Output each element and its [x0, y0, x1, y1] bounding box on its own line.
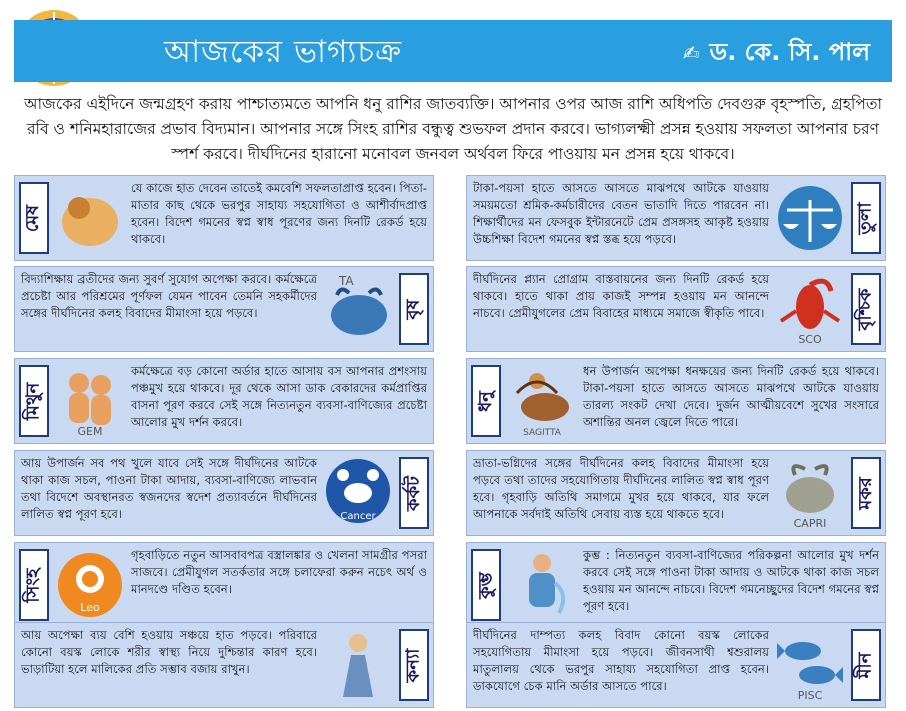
sign-name-tab	[399, 273, 429, 345]
svg-text:Cancer: Cancer	[340, 511, 376, 522]
sign-text: গৃহবাড়িতে নতুন আসবাবপত্র বস্ত্রালঙ্কার ও খেলনা সামগ্রীর পসরা সাজবে। প্রেমীযুগল সতর্কতার সঙ্গে চলাফেরা করুন নচেৎ অর্থ ও মানদণ্ডে দণ্ডিত হবেন।	[131, 548, 427, 596]
svg-text:PISC: PISC	[797, 689, 823, 702]
sign-card-brischik	[466, 266, 886, 352]
sign-text: কুম্ভ : নিত্যনতুন ব্যবসা-বাণিজ্যের পরিকল্পনা আলোর মুখ দর্শন করবে সেই সঙ্গে পাওনা টাকা আদায় ও আটকে থাকা কাজ সচল হওয়ায় মন আনন্দে নাচবে। বিদেশ গমনেচ্ছুদের বিদেশ গমনের স্বপ্ন পূরণ হবে।	[583, 548, 879, 613]
sign-name-tab	[19, 365, 49, 437]
sign-name: তুলা	[854, 201, 876, 235]
sign-name: মিথুন	[22, 382, 44, 420]
bull-icon	[323, 271, 393, 347]
sign-name-tab	[851, 273, 881, 345]
sign-name-tab	[399, 457, 429, 529]
sign-card-kumbha	[466, 542, 886, 628]
sign-text: ধন উপার্জন অপেক্ষা ধনক্ষয়ের জন্য দিনটি রেকর্ড হয়ে থাকবে। টাকা-পয়সা হাতে আসতে আসতে মাঝপথে আটকে যাওয়ায় তারল্য সংকট দেখা দেবে। দুর্জন আত্মীয়বেশে সুখের সংসারে অশান্তির অনল জ্বেলে দিতে পারে।	[583, 364, 879, 429]
water-bearer-icon	[507, 547, 577, 623]
sign-text: টাকা-পয়সা হাতে আসতে আসতে মাঝপথে আটকে যাওয়ায় সময়মতো শ্রমিক-কর্মচারীদের বেতন ভাতাদি দিতে পারবেন না। শিক্ষার্থীদের মন ফেসবুক ইন্টারনেটে প্রেম প্রসঙ্গসহ আকৃষ্ট হওয়ায় উচ্চশিক্ষা বিদেশ গমনের স্বপ্ন স্তব্ধ হয়ে পড়বে।	[473, 181, 769, 246]
sign-text: আয় অপেক্ষা ব্যয় বেশি হওয়ায় সঞ্চয়ে হাত পড়বে। পরিবারে কোনো বয়স্ক লোকে শরীর স্বাস্থ্য নিয়ে দুশ্চিন্তার কারণ হবে। ভাড়াটিয়া হলে মালিকের প্রতি সম্ভাব বজায় রাখুন।	[21, 628, 317, 676]
goat-icon	[775, 455, 845, 531]
intro-paragraph: আজকের এইদিনে জন্মগ্রহণ করায় পাশ্চাত্যমতে আপনি ধনু রাশির জাতব্যক্তি। আপনার ওপর আজ রাশি অধিপতি দেবগুরু বৃহস্পতি, গ্রহপিতা রবি ও শনিমহারাজের প্রভাব বিদ্যমান। আপনার সঙ্গে সিংহ রাশির বন্ধুত্ব শুভফল প্রদান করবে। ভাগ্যলক্ষ্মী প্রসন্ন হওয়ায় সফলতা আপনার চরণ স্পর্শ করবে। দীর্ঘদিনের হারানো মনোবল জনবল অর্থবল ফিরে পাওয়ায় মন প্রসন্ন হয়ে থাকবে।	[23, 95, 883, 163]
svg-text:SAGITTA: SAGITTA	[523, 428, 561, 438]
maiden-icon	[323, 627, 393, 703]
sign-name: কর্কট	[402, 475, 424, 511]
sign-name-tab	[471, 365, 501, 437]
sign-name: মেষ	[22, 204, 44, 232]
author-label: ড. কে. সি. পাল	[709, 38, 870, 66]
svg-text:SCO: SCO	[798, 333, 822, 346]
scorpion-icon	[775, 271, 845, 347]
sign-name: সিংহ	[22, 567, 44, 603]
sign-name-tab	[399, 629, 429, 701]
sign-text: ভ্রাতা-ভগ্নিদের সঙ্গের দীর্ঘদিনের কলহ বিবাদের মীমাংসা হয়ে পড়বে তথা তাদের সহযোগিতায় দীর্ঘদিনের লালিত স্বপ্ন স্বাধ পূরণ হবে। গৃহবাড়ি অতিথি সমাগমে মুখর হয়ে থাকবে, যার ফলে আপনাকে সর্বদাই অতিথি সেবায় ব্যস্ত হয়ে থাকতে হবে।	[473, 456, 769, 521]
sign-name: মীন	[854, 652, 876, 678]
sign-card-brish	[14, 266, 434, 352]
sign-name: বৃশ্চিক	[854, 287, 876, 331]
header-banner	[14, 20, 892, 82]
sign-name-tab	[19, 549, 49, 621]
svg-text:GEM: GEM	[77, 425, 103, 438]
sign-text: আয় উপার্জন সব পথ খুলে যাবে সেই সঙ্গে দীর্ঘদিনের আটকে থাকা কাজ সচল, পাওনা টাকা আদায়, ব্যবসা-বাণিজ্যে লাভবান তথা বিদেশে অবস্থানরত স্বজনদের স্বদেশ প্রত্যাবর্তনে দীর্ঘদিনের লালিত স্বপ্ন পূরণ হবে।	[21, 456, 317, 521]
sign-card-dhanu	[466, 358, 886, 444]
sign-card-kanya	[14, 622, 434, 708]
fish-icon	[775, 627, 845, 703]
sign-text: যে কাজে হাত দেবেন তাতেই কমবেশি সফলতাপ্রাপ্ত হবেন। পিতা-মাতার কাছ থেকে ভরপুর সাহায্য সহযোগিতা ও আশীর্বাদপ্রাপ্ত হবেন। বিদেশ গমনের স্বপ্ন স্বাধ পূরণের জন্য দিনটি রেকর্ড হয়ে থাকবে।	[131, 181, 427, 246]
sign-card-mithun	[14, 358, 434, 444]
sign-name-tab	[851, 457, 881, 529]
sign-card-karkat	[14, 450, 434, 536]
svg-text:CAPRI: CAPRI	[793, 517, 827, 530]
sign-card-singha	[14, 542, 434, 628]
sign-name: কুম্ভ	[474, 571, 496, 599]
svg-text:TA: TA	[339, 274, 354, 288]
sign-name-tab	[851, 182, 881, 254]
sign-name-tab	[471, 549, 501, 621]
sign-text: দীর্ঘদিনের প্ল্যান প্রোগ্রাম বাস্তবায়নের জন্য দিনটি রেকর্ড হয়ে থাকবে। হাতে থাকা প্রায় কাজই সম্পন্ন হওয়ায় মন আনন্দে নাচবে। প্রেমীযুগলের প্রেম বিবাহের মাধ্যমে সমাজে স্বীকৃতি পাবে।	[473, 272, 769, 320]
sign-name: মকর	[854, 476, 876, 510]
sign-text: দীর্ঘদিনের দাম্পত্য কলহ বিবাদ কোনো বয়স্ক লোকের সহযোগিতায় মীমাংসা হয়ে পড়বে। জীবনসাথী শ্বশুরালয় মাতুলালয় থেকে ভরপুর সাহায্য সহযোগিতা প্রাপ্ত হবেন। ডাকযোগে চেক মানি অর্ডার আসতে পারে।	[473, 628, 769, 693]
sign-card-tula	[466, 175, 886, 261]
author-name	[683, 34, 870, 74]
lion-icon	[55, 547, 125, 623]
ram-icon	[55, 180, 125, 256]
sign-card-mesh	[14, 175, 434, 261]
sign-name: ধনু	[474, 390, 496, 412]
sign-name-tab	[851, 629, 881, 701]
sign-card-meen	[466, 622, 886, 708]
pen-icon: ✍	[682, 41, 700, 65]
sign-text: কর্মক্ষেত্রে বড় কোনো অর্ডার হাতে আসায় বস আপনার প্রশংসায় পঞ্চমুখ হয়ে থাকবে। দূর থেকে আসা ডাক বেকারদের কর্মপ্রাপ্তির বাসনা পূরণ করবে সেই সঙ্গে নিত্যনতুন ব্যবসা-বাণিজ্যের প্রচেষ্টা আলোর মুখ দর্শন করবে।	[131, 364, 427, 429]
sign-card-makar	[466, 450, 886, 536]
archer-icon	[507, 363, 577, 439]
twins-icon	[55, 363, 125, 439]
svg-text:Leo: Leo	[80, 601, 100, 614]
crab-icon	[323, 455, 393, 531]
page-title: আজকের ভাগ্যচক্র	[164, 34, 402, 70]
sign-name: কন্যা	[402, 648, 424, 682]
sign-name: বৃষ	[402, 299, 424, 319]
scales-icon	[775, 180, 845, 256]
sign-name-tab	[19, 182, 49, 254]
sign-text: বিদ্যাশিক্ষায় ব্রতীদের জন্য সুবর্ণ সুযোগ অপেক্ষা করবে। কর্মক্ষেত্রে প্রচেষ্টা আর পরিশ্রমের পূর্ণফল যেমন পাবেন তেমনি সহকর্মীদের সঙ্গের দীর্ঘদিনের কলহ বিবাদের মীমাংসা হয়ে পড়বে।	[21, 272, 317, 320]
